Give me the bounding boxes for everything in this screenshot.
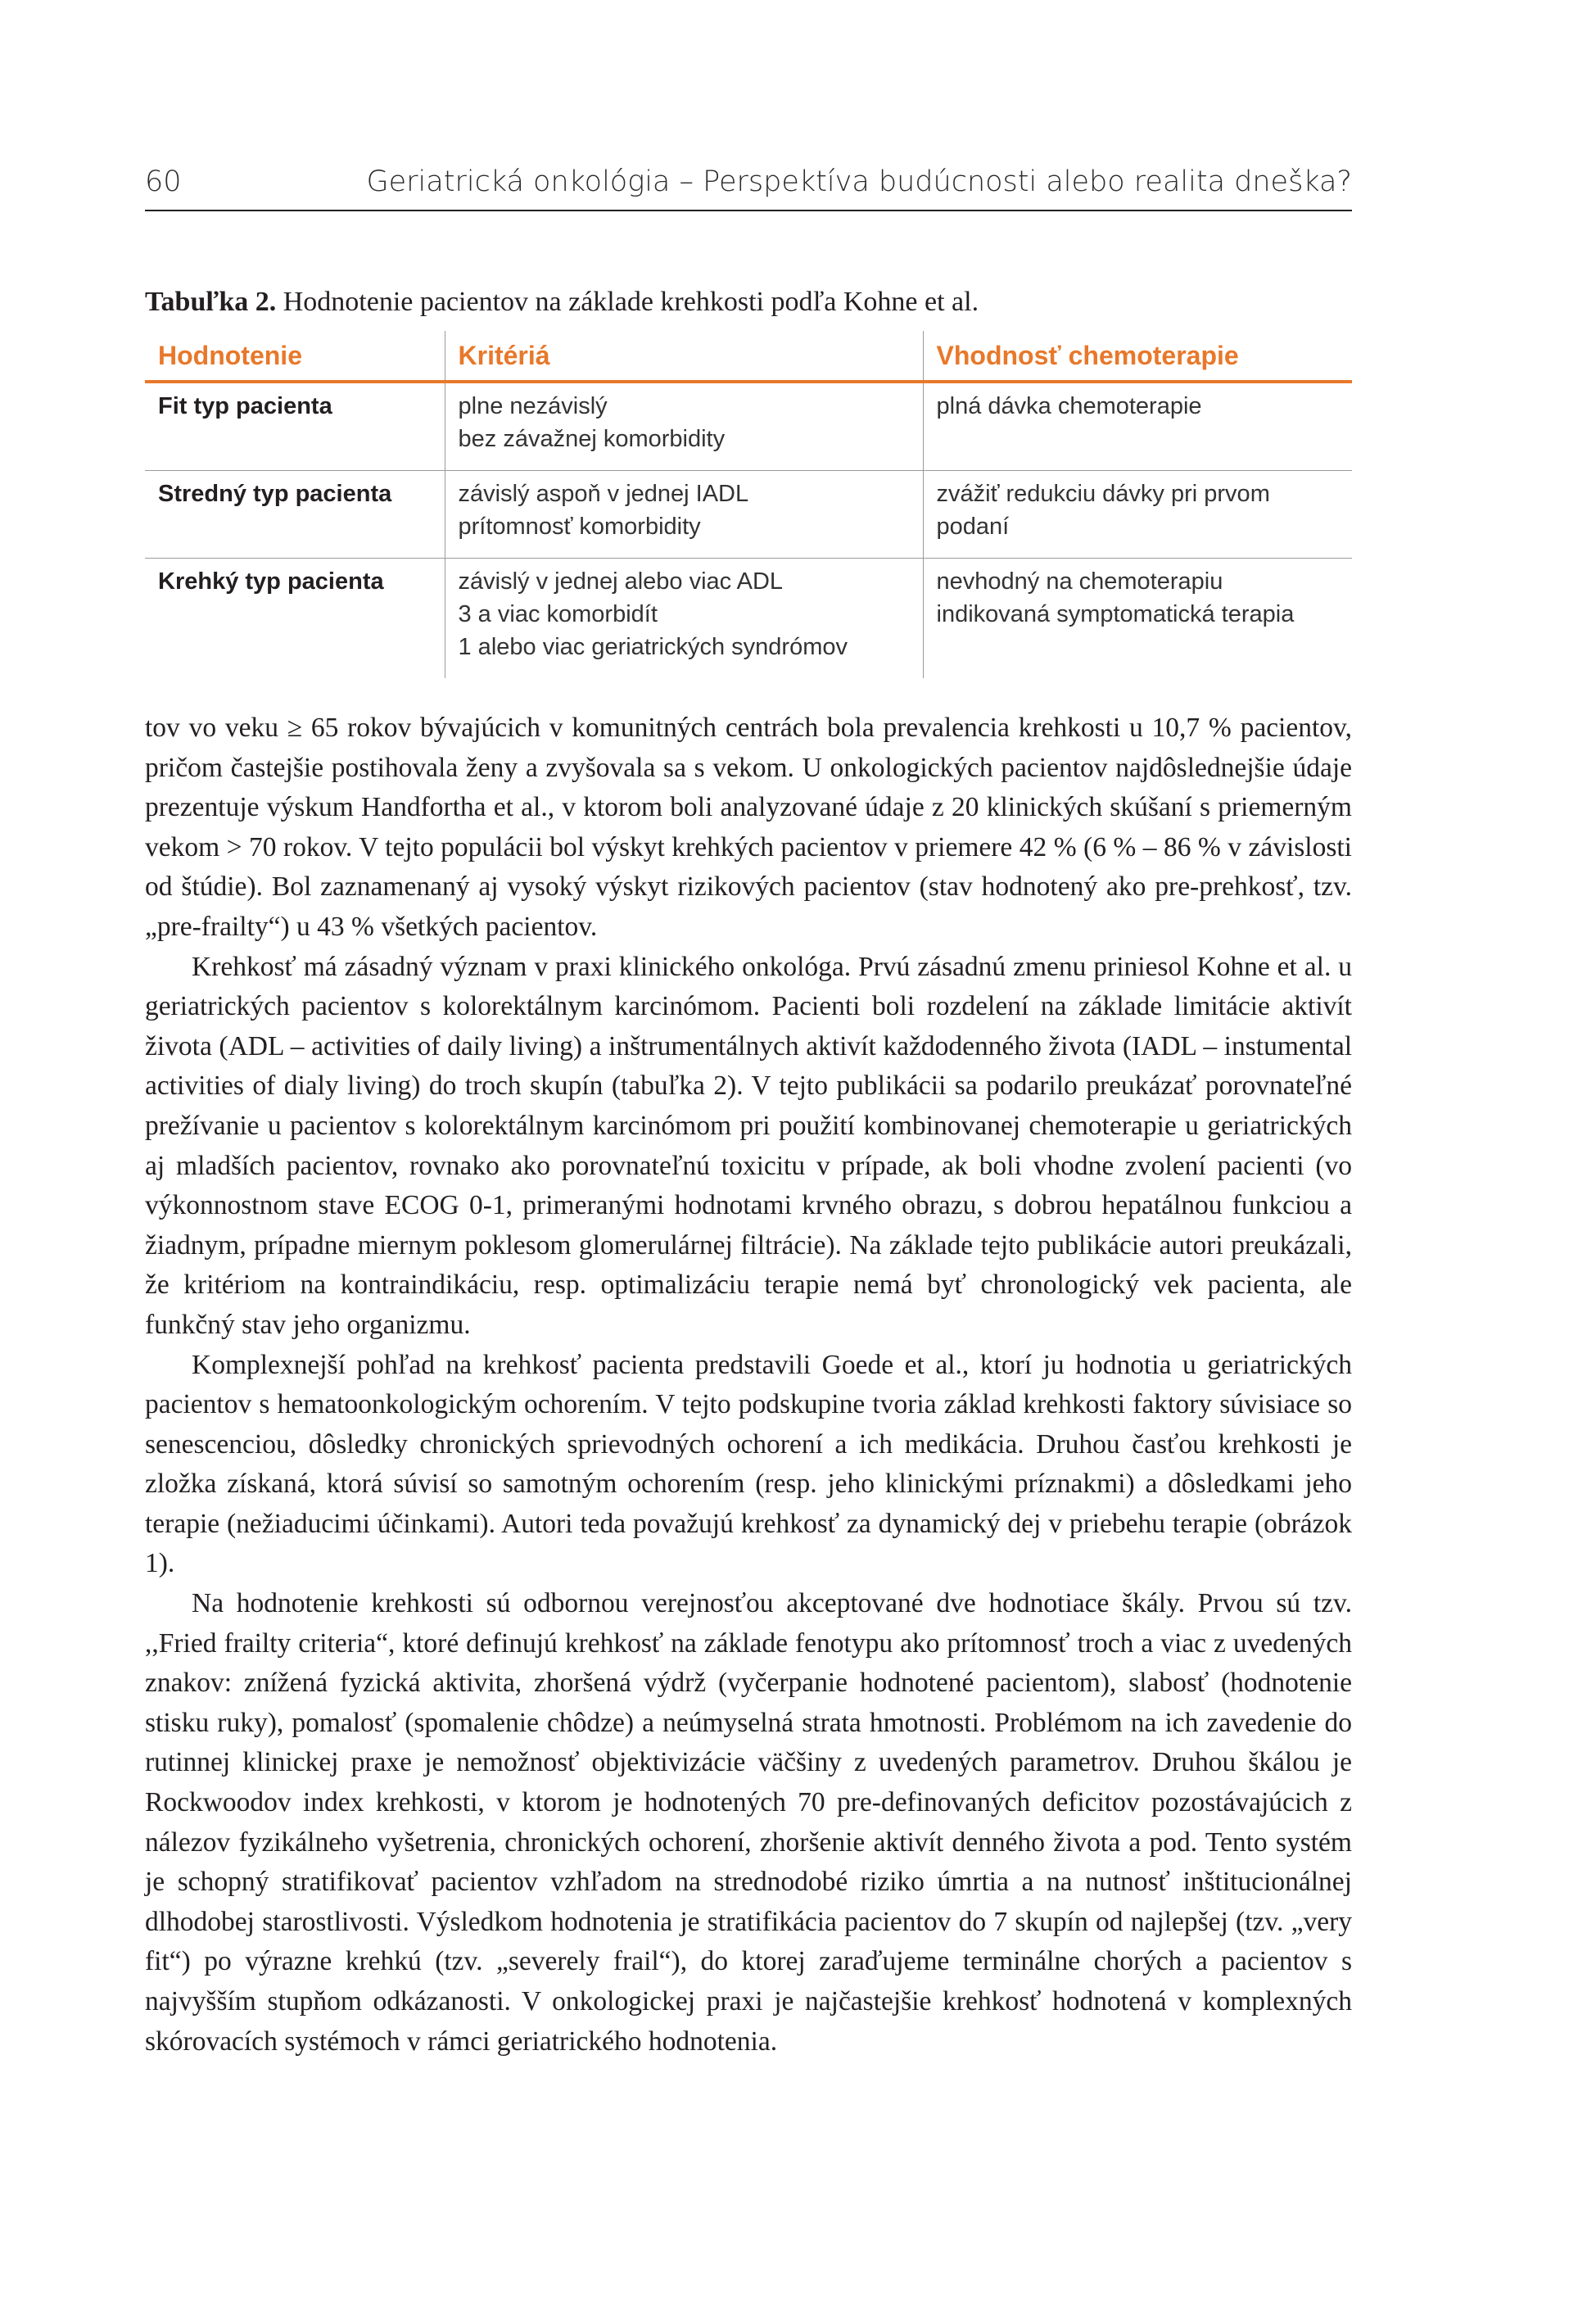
suitability-line: zvážiť redukciu dávky pri prvom xyxy=(936,481,1270,507)
criteria-line: bez závažnej komorbidity xyxy=(458,426,726,452)
table-caption-label: Tabuľka 2. xyxy=(145,287,277,317)
suitability-line: plná dávka chemoterapie xyxy=(936,393,1202,419)
running-header xyxy=(145,164,1352,211)
running-title: Geriatrická onkológia – Perspektíva budúcnosti alebo realita dneška? xyxy=(366,165,1352,198)
criteria-line: 3 a viac komorbidít xyxy=(458,601,658,627)
suitability-line: indikovaná symptomatická terapia xyxy=(936,601,1295,627)
paragraph: Komplexnejší pohľad na krehkosť pacienta predstavili Goede et al., ktorí ju hodnotia u geriatrických pacientov s hematoonkologickým ochorením. V tejto podskupine tvoria základ krehkosti faktory súvisiace so senescenciou, dôsledky chronických sprievodných ochorení a ich medikácia. Druhou časťou krehkosti je zložka získaná, ktorá súvisí so samotným ochorením (resp. jeho klinickými príznakmi) a dôsledkami jeho terapie (nežiaducimi účinkami). Autori teda považujú krehkosť za dynamický dej v priebehu terapie (obrázok 1). xyxy=(145,1349,1352,1579)
criteria-cell xyxy=(445,559,923,679)
paragraph: Krehkosť má zásadný význam v praxi klinického onkológa. Prvú zásadnú zmenu priniesol Kohne et al. u geriatrických pacientov s kolorektálnym karcinómom. Pacienti boli rozdelení na základe limitácie aktivít života (ADL – activities of daily living) a inštrumentálnych aktivít každodenného života (IADL – instumental activities of dialy living) do troch skupín (tabuľka 2). V tejto publikácii sa podarilo preukázať porovnateľné prežívanie u pacientov s kolorektálnym karcinómom pri použití kombinovanej chemoterapie u geriatrických aj mladších pacientov, rovnako ako porovnateľnú toxicitu v prípade, ak boli vhodne zvolení pacienti (vo výkonnostnom stave ECOG 0-1, primeranými hodnotami krvného obrazu, s dobrou hepatálnou funkciou a žiadnym, prípadne miernym poklesom glomerulárnej filtrácie). Na základe tejto publikácie autori preukázali, že kritériom na kontraindikáciu, resp. optimalizáciu terapie nemá byť chronologický vek pacienta, ale funkčný stav jeho organizmu. xyxy=(145,951,1352,1340)
table-header-criteria: Kritériá xyxy=(445,331,923,382)
table-header-assessment: Hodnotenie xyxy=(145,331,445,382)
table-row xyxy=(145,382,1352,471)
criteria-line: závislý aspoň v jednej IADL xyxy=(458,481,749,507)
criteria-line: plne nezávislý xyxy=(458,393,608,419)
criteria-line: prítomnosť komorbidity xyxy=(458,514,701,540)
table-header-row xyxy=(145,331,1352,382)
suitability-line: nevhodný na chemoterapiu xyxy=(936,568,1223,595)
paragraph: Na hodnotenie krehkosti sú odbornou verejnosťou akceptované dve hodnotiace škály. Prvou sú tzv. ,,Fried frailty criteria“, ktoré definujú krehkosť na základe fenotypu ako prítomnosť troch a viac z uvedených znakov: znížená fyzická aktivita, zhoršená výdrž (vyčerpanie hodnotené pacientom), slabosť (hodnotenie stisku ruky), pomalosť (spomalenie chôdze) a neúmyselná strata hmotnosti. Problémom na ich zavedenie do rutinnej klinickej praxe je nemožnosť objektivizácie väčšiny z uvedených parametrov. Druhou škálou je Rockwoodov index krehkosti, v ktorom je hodnotených 70 pre-definovaných deficitov pozostávajúcich z nálezov fyzikálneho vyšetrenia, chronických ochorení, zhoršenie aktivít denného života a pod. Tento systém je schopný stratifikovať pacientov vzhľadom na strednodobé riziko úmrtia a na nutnosť inštitucionálnej dlhodobej starostlivosti. Výsledkom hodnotenia je stratifikácia pacientov do 7 skupín od najlepšej (tzv. „very fit“) po výrazne krehkú (tzv. „severely frail“), do ktorej zaraďujeme terminálne chorých a pacientov s najvyšším stupňom odkázanosti. V onkologickej praxi je najčastejšie krehkosť hodnotená v komplexných skórovacích systémoch v rámci geriatrického hodnotenia. xyxy=(145,1588,1352,2057)
page-number: 60 xyxy=(145,165,182,198)
suitability-cell xyxy=(923,559,1352,679)
row-label: Krehký typ pacienta xyxy=(145,559,445,679)
criteria-cell xyxy=(445,471,923,559)
table-header-suitability: Vhodnosť chemoterapie xyxy=(923,331,1352,382)
table-row xyxy=(145,559,1352,679)
suitability-cell xyxy=(923,382,1352,471)
frailty-table xyxy=(145,331,1352,678)
suitability-line: podaní xyxy=(936,514,1010,540)
suitability-cell xyxy=(923,471,1352,559)
table-caption-text: Hodnotenie pacientov na základe krehkosti podľa Kohne et al. xyxy=(276,287,979,317)
criteria-line: závislý v jednej alebo viac ADL xyxy=(458,568,784,595)
row-label: Fit typ pacienta xyxy=(158,393,332,419)
criteria-line: 1 alebo viac geriatrických syndrómov xyxy=(458,634,848,660)
criteria-cell xyxy=(445,382,923,471)
table-row xyxy=(145,471,1352,559)
table-caption xyxy=(145,284,1352,320)
row-label: Stredný typ pacienta xyxy=(145,471,445,559)
body-text xyxy=(145,708,1352,2062)
paragraph: tov vo veku ≥ 65 rokov bývajúcich v komunitných centrách bola prevalencia krehkosti u 10,7 % pacientov, pričom častejšie postihovala ženy a zvyšovala sa s vekom. U onkologických pacientov najdôslednejšie údaje prezentuje výskum Handfortha et al., v ktorom boli analyzované údaje z 20 klinických skúšaní s priemerným vekom > 70 rokov. V tejto populácii bol výskyt krehkých pacientov v priemere 42 % (6 % – 86 % v závislosti od štúdie). Bol zaznamenaný aj vysoký výskyt rizikových pacientov (stav hodnotený ako pre-prehkosť, tzv. „pre-frailty“) u 43 % všetkých pacientov. xyxy=(145,713,1352,942)
